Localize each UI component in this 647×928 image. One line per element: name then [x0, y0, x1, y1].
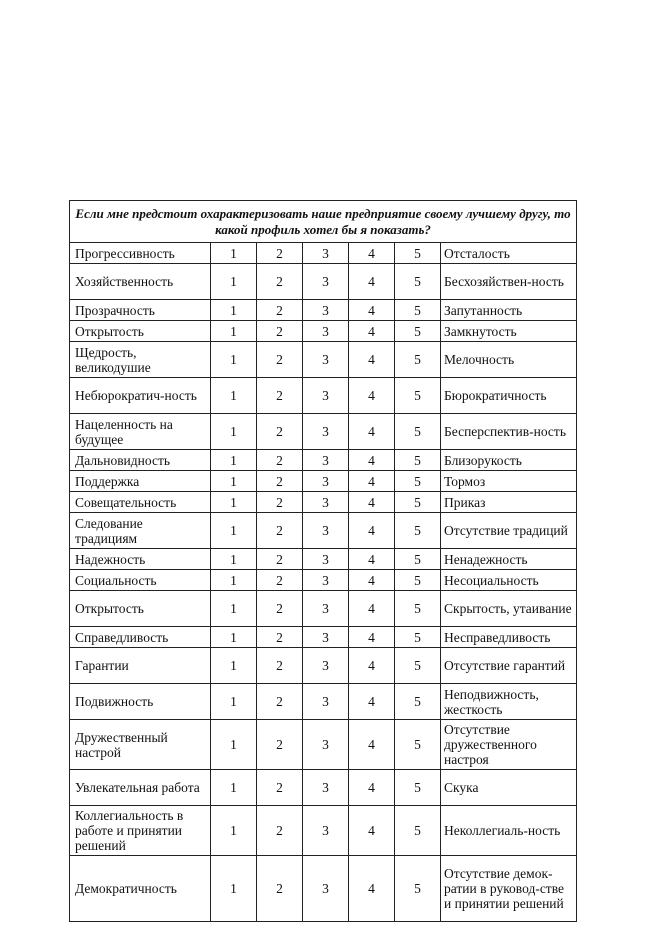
- scale-value-2: 2: [257, 243, 303, 264]
- table-row: [70, 414, 577, 450]
- scale-value-3: 3: [303, 549, 349, 570]
- scale-value-4: 4: [349, 471, 395, 492]
- scale-value-2: 2: [257, 648, 303, 684]
- scale-value-3: 3: [303, 513, 349, 549]
- positive-trait: Коллегиальность в работе и принятии решений: [70, 806, 211, 856]
- scale-value-3: 3: [303, 684, 349, 720]
- positive-trait: Поддержка: [70, 471, 211, 492]
- table-row: [70, 684, 577, 720]
- scale-value-2: 2: [257, 627, 303, 648]
- negative-trait: Тормоз: [441, 471, 577, 492]
- scale-value-5: 5: [395, 570, 441, 591]
- table-row: [70, 321, 577, 342]
- table-row: [70, 342, 577, 378]
- scale-value-1: 1: [211, 648, 257, 684]
- scale-value-3: 3: [303, 648, 349, 684]
- scale-value-5: 5: [395, 342, 441, 378]
- scale-value-2: 2: [257, 450, 303, 471]
- scale-value-1: 1: [211, 414, 257, 450]
- scale-value-2: 2: [257, 321, 303, 342]
- scale-value-4: 4: [349, 513, 395, 549]
- negative-trait: Бесхозяйствен-ность: [441, 264, 577, 300]
- scale-value-4: 4: [349, 243, 395, 264]
- scale-value-3: 3: [303, 806, 349, 856]
- scale-value-2: 2: [257, 513, 303, 549]
- scale-value-5: 5: [395, 513, 441, 549]
- scale-value-3: 3: [303, 264, 349, 300]
- scale-value-5: 5: [395, 770, 441, 806]
- negative-trait: Близорукость: [441, 450, 577, 471]
- scale-value-5: 5: [395, 648, 441, 684]
- scale-value-4: 4: [349, 342, 395, 378]
- negative-trait: Запутанность: [441, 300, 577, 321]
- negative-trait: Отсутствие традиций: [441, 513, 577, 549]
- positive-trait: Надежность: [70, 549, 211, 570]
- scale-value-1: 1: [211, 471, 257, 492]
- positive-trait: Открытость: [70, 591, 211, 627]
- negative-trait: Мелочность: [441, 342, 577, 378]
- scale-value-5: 5: [395, 300, 441, 321]
- scale-value-1: 1: [211, 856, 257, 922]
- scale-value-5: 5: [395, 264, 441, 300]
- scale-value-4: 4: [349, 627, 395, 648]
- scale-value-5: 5: [395, 471, 441, 492]
- scale-value-2: 2: [257, 770, 303, 806]
- scale-value-4: 4: [349, 321, 395, 342]
- scale-value-5: 5: [395, 591, 441, 627]
- positive-trait: Социальность: [70, 570, 211, 591]
- scale-value-5: 5: [395, 243, 441, 264]
- positive-trait: Дальновидность: [70, 450, 211, 471]
- positive-trait: Следование традициям: [70, 513, 211, 549]
- scale-value-1: 1: [211, 770, 257, 806]
- table-row: [70, 627, 577, 648]
- positive-trait: Дружественный настрой: [70, 720, 211, 770]
- table-row: [70, 720, 577, 770]
- scale-value-3: 3: [303, 856, 349, 922]
- scale-value-2: 2: [257, 264, 303, 300]
- positive-trait: Прогрессивность: [70, 243, 211, 264]
- positive-trait: Щедрость, великодушие: [70, 342, 211, 378]
- table-row: [70, 591, 577, 627]
- profile-table: [69, 200, 577, 922]
- scale-value-1: 1: [211, 378, 257, 414]
- scale-value-4: 4: [349, 549, 395, 570]
- scale-value-1: 1: [211, 300, 257, 321]
- scale-value-3: 3: [303, 471, 349, 492]
- scale-value-5: 5: [395, 627, 441, 648]
- scale-value-3: 3: [303, 300, 349, 321]
- negative-trait: Замкнутость: [441, 321, 577, 342]
- table-row: [70, 378, 577, 414]
- table-row: [70, 856, 577, 922]
- scale-value-3: 3: [303, 770, 349, 806]
- scale-value-3: 3: [303, 450, 349, 471]
- scale-value-4: 4: [349, 591, 395, 627]
- scale-value-2: 2: [257, 720, 303, 770]
- scale-value-2: 2: [257, 471, 303, 492]
- table-row: [70, 264, 577, 300]
- scale-value-4: 4: [349, 648, 395, 684]
- scale-value-1: 1: [211, 321, 257, 342]
- scale-value-3: 3: [303, 378, 349, 414]
- scale-value-3: 3: [303, 492, 349, 513]
- scale-value-1: 1: [211, 450, 257, 471]
- negative-trait: Скрытость, утаивание: [441, 591, 577, 627]
- scale-value-3: 3: [303, 414, 349, 450]
- scale-value-5: 5: [395, 414, 441, 450]
- positive-trait: Нацеленность на будущее: [70, 414, 211, 450]
- scale-value-4: 4: [349, 806, 395, 856]
- scale-value-3: 3: [303, 591, 349, 627]
- scale-value-4: 4: [349, 378, 395, 414]
- table-row: [70, 471, 577, 492]
- negative-trait: Несоциальность: [441, 570, 577, 591]
- positive-trait: Хозяйственность: [70, 264, 211, 300]
- scale-value-1: 1: [211, 264, 257, 300]
- negative-trait: Отсутствие дружественного настроя: [441, 720, 577, 770]
- heading-row: [70, 201, 577, 243]
- table-heading: Если мне предстоит охарактеризовать наше предприятие своему лучшему другу, то какой профиль хотел бы я показать?: [70, 201, 577, 243]
- scale-value-1: 1: [211, 342, 257, 378]
- scale-value-4: 4: [349, 300, 395, 321]
- scale-value-2: 2: [257, 591, 303, 627]
- table-row: [70, 300, 577, 321]
- scale-value-5: 5: [395, 321, 441, 342]
- scale-value-1: 1: [211, 684, 257, 720]
- scale-value-4: 4: [349, 570, 395, 591]
- scale-value-2: 2: [257, 300, 303, 321]
- scale-value-1: 1: [211, 549, 257, 570]
- scale-value-4: 4: [349, 770, 395, 806]
- scale-value-1: 1: [211, 720, 257, 770]
- table-row: [70, 492, 577, 513]
- table-row: [70, 648, 577, 684]
- scale-value-3: 3: [303, 321, 349, 342]
- positive-trait: Увлекательная работа: [70, 770, 211, 806]
- positive-trait: Небюрократич-ность: [70, 378, 211, 414]
- scale-value-5: 5: [395, 856, 441, 922]
- scale-value-1: 1: [211, 591, 257, 627]
- scale-value-4: 4: [349, 264, 395, 300]
- scale-value-4: 4: [349, 414, 395, 450]
- scale-value-5: 5: [395, 378, 441, 414]
- scale-value-3: 3: [303, 342, 349, 378]
- negative-trait: Отсталость: [441, 243, 577, 264]
- positive-trait: Прозрачность: [70, 300, 211, 321]
- scale-value-5: 5: [395, 684, 441, 720]
- negative-trait: Ненадежность: [441, 549, 577, 570]
- table-row: [70, 243, 577, 264]
- scale-value-1: 1: [211, 492, 257, 513]
- scale-value-1: 1: [211, 513, 257, 549]
- scale-value-3: 3: [303, 627, 349, 648]
- scale-value-5: 5: [395, 806, 441, 856]
- scale-value-1: 1: [211, 627, 257, 648]
- negative-trait: Несправедливость: [441, 627, 577, 648]
- scale-value-5: 5: [395, 720, 441, 770]
- scale-value-2: 2: [257, 684, 303, 720]
- scale-value-1: 1: [211, 570, 257, 591]
- scale-value-3: 3: [303, 720, 349, 770]
- table-row: [70, 450, 577, 471]
- negative-trait: Отсутствие гарантий: [441, 648, 577, 684]
- table-row: [70, 513, 577, 549]
- scale-value-3: 3: [303, 570, 349, 591]
- negative-trait: Неподвижность, жесткость: [441, 684, 577, 720]
- scale-value-2: 2: [257, 856, 303, 922]
- scale-value-1: 1: [211, 806, 257, 856]
- negative-trait: Скука: [441, 770, 577, 806]
- negative-trait: Неколлегиаль-ность: [441, 806, 577, 856]
- scale-value-2: 2: [257, 570, 303, 591]
- positive-trait: Подвижность: [70, 684, 211, 720]
- scale-value-3: 3: [303, 243, 349, 264]
- table-row: [70, 770, 577, 806]
- positive-trait: Открытость: [70, 321, 211, 342]
- scale-value-2: 2: [257, 549, 303, 570]
- scale-value-2: 2: [257, 342, 303, 378]
- table-row: [70, 806, 577, 856]
- table-row: [70, 570, 577, 591]
- negative-trait: Бесперспектив-ность: [441, 414, 577, 450]
- scale-value-5: 5: [395, 549, 441, 570]
- scale-value-2: 2: [257, 806, 303, 856]
- scale-value-4: 4: [349, 492, 395, 513]
- scale-value-4: 4: [349, 856, 395, 922]
- scale-value-1: 1: [211, 243, 257, 264]
- scale-value-4: 4: [349, 720, 395, 770]
- scale-value-4: 4: [349, 684, 395, 720]
- negative-trait: Отсутствие демок-ратии в руковод-стве и принятии решений: [441, 856, 577, 922]
- table-row: [70, 549, 577, 570]
- positive-trait: Совещательность: [70, 492, 211, 513]
- negative-trait: Приказ: [441, 492, 577, 513]
- scale-value-4: 4: [349, 450, 395, 471]
- scale-value-2: 2: [257, 414, 303, 450]
- scale-value-5: 5: [395, 492, 441, 513]
- negative-trait: Бюрократичность: [441, 378, 577, 414]
- positive-trait: Демократичность: [70, 856, 211, 922]
- scale-value-5: 5: [395, 450, 441, 471]
- positive-trait: Справедливость: [70, 627, 211, 648]
- scale-value-2: 2: [257, 492, 303, 513]
- positive-trait: Гарантии: [70, 648, 211, 684]
- scale-value-2: 2: [257, 378, 303, 414]
